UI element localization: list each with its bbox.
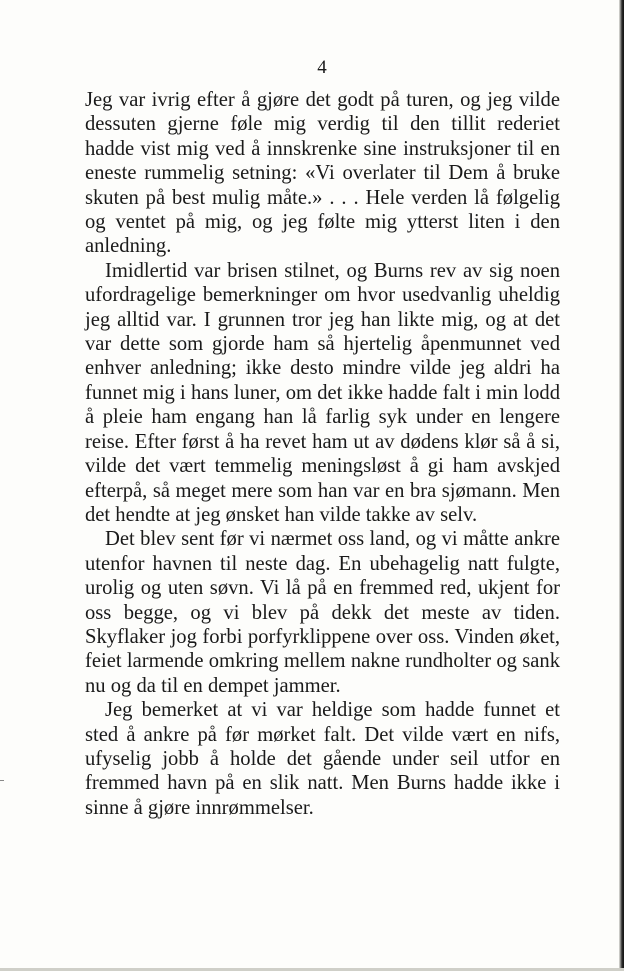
paragraph-1: Jeg var ivrig efter å gjøre det godt på turen, og jeg vilde dessuten gjerne føle mig verdig til den tillit rederiet hadde vist mig ved å innskrenke sine instruksjoner til en eneste rummelig setning: «Vi overlater til Dem å bruke skuten på best mulig måte.» . . . Hele verden lå følgelig og ventet på mig, og jeg følte mig ytterst liten i den anledning.: [85, 89, 560, 258]
body-text: [85, 88, 560, 820]
paragraph-3: Det blev sent før vi nærmet oss land, og vi måtte ankre utenfor havnen til neste dag. En ubehagelig natt fulgte, urolig og uten søvn. Vi lå på en fremmed red, ukjent for oss begge, og vi blev på dekk det meste av tiden. Skyflaker jog forbi porfyrklippene over oss. Vinden øket, feiet larmende omkring mellem nakne rundholter og sank nu og da til en dempet jammer.: [85, 528, 560, 697]
page-number: 4: [317, 57, 327, 78]
scan-mark: [0, 780, 4, 781]
paragraph-4: Jeg bemerket at vi var heldige som hadde funnet et sted å ankre på før mørket falt. Det vilde vært en nifs, ufyselig jobb å holde det gående under seil utfor en fremmed havn på en slik natt. Men Burns hadde ikke i sinne å gjøre innrømmelser.: [85, 699, 560, 819]
page-edge-shadow: [619, 0, 624, 971]
paragraph-2: Imidlertid var brisen stilnet, og Burns rev av sig noen ufordragelige bemerkninger om hvor usedvanlig uheldig jeg alltid var. I grunnen tror jeg han likte mig, og at det var dette som gjorde ham så hjertelig åpenmunnet ved enhver anledning; ikke desto mindre vilde jeg aldri ha funnet mig i hans luner, om det ikke hadde falt i min lodd å pleie ham engang han lå farlig syk under en lengere reise. Efter først å ha revet ham ut av dødens klør så å si, vilde det vært temmelig meningsløst å gi ham avskjed efterpå, så meget mere som han var en bra sjømann. Men det hendte at jeg ønsket han vilde takke av selv.: [85, 259, 560, 526]
